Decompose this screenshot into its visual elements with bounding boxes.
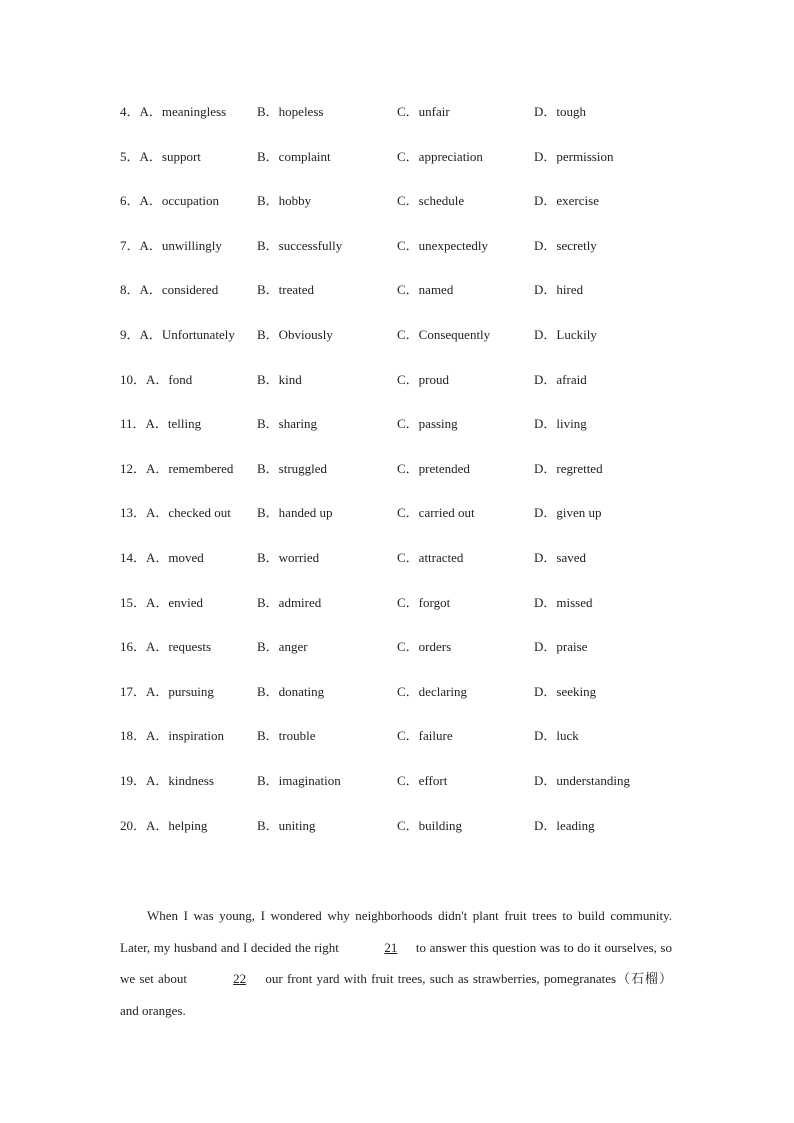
option-b[interactable] bbox=[257, 460, 327, 478]
option-d[interactable] bbox=[534, 683, 596, 701]
option-text: D．regretted bbox=[534, 460, 603, 476]
option-text: B．imagination bbox=[257, 772, 341, 788]
option-d[interactable] bbox=[534, 371, 587, 389]
option-d[interactable] bbox=[534, 638, 587, 656]
option-text: C．effort bbox=[397, 772, 448, 788]
option-a[interactable] bbox=[120, 237, 222, 255]
option-b[interactable] bbox=[257, 103, 323, 121]
option-b[interactable] bbox=[257, 192, 311, 210]
option-text: D．leading bbox=[534, 817, 595, 833]
option-text: A．kindness bbox=[146, 772, 214, 788]
passage-text-2: to answer this question was to do it ourselves, so we set about bbox=[120, 939, 672, 986]
option-d[interactable] bbox=[534, 460, 603, 478]
question-row bbox=[120, 460, 680, 505]
option-text: C．forgot bbox=[397, 594, 451, 610]
question-number: 12． bbox=[120, 460, 147, 476]
option-a[interactable] bbox=[120, 326, 235, 344]
question-row bbox=[120, 148, 680, 193]
question-row bbox=[120, 326, 680, 371]
option-b[interactable] bbox=[257, 504, 332, 522]
option-text: D．tough bbox=[534, 104, 587, 119]
option-text: B．anger bbox=[257, 639, 308, 655]
option-d[interactable] bbox=[534, 772, 630, 790]
question-row bbox=[120, 727, 680, 772]
question-row bbox=[120, 772, 680, 817]
question-row bbox=[120, 549, 680, 594]
option-b[interactable] bbox=[257, 415, 317, 433]
option-a[interactable] bbox=[120, 727, 224, 745]
question-row bbox=[120, 237, 680, 282]
option-text: C．named bbox=[397, 282, 454, 298]
question-row bbox=[120, 192, 680, 237]
option-text: A．remembered bbox=[146, 460, 234, 476]
option-text: B．sharing bbox=[257, 416, 317, 432]
option-b[interactable] bbox=[257, 371, 302, 389]
question-number: 14． bbox=[120, 549, 147, 565]
option-b[interactable] bbox=[257, 638, 308, 656]
option-text: A．requests bbox=[146, 639, 212, 655]
option-text: D．luck bbox=[534, 728, 579, 744]
option-text: D．Luckily bbox=[534, 326, 597, 342]
reading-passage bbox=[120, 900, 672, 1026]
option-text: C．orders bbox=[397, 639, 452, 655]
question-number: 16． bbox=[120, 639, 147, 655]
option-text: B．kind bbox=[257, 371, 302, 387]
passage-paragraph bbox=[120, 900, 672, 1026]
option-text: A．moved bbox=[146, 549, 204, 565]
option-text: B．Obviously bbox=[257, 326, 333, 342]
question-number: 4． bbox=[120, 104, 140, 119]
option-a[interactable] bbox=[120, 103, 226, 121]
option-c[interactable] bbox=[397, 683, 467, 701]
option-text: B．trouble bbox=[257, 728, 316, 744]
option-c[interactable] bbox=[397, 549, 463, 567]
option-d[interactable] bbox=[534, 549, 586, 567]
option-text: D．hired bbox=[534, 282, 584, 298]
question-row bbox=[120, 594, 680, 639]
option-b[interactable] bbox=[257, 683, 324, 701]
option-text: A．pursuing bbox=[146, 683, 214, 699]
question-number: 5． bbox=[120, 148, 140, 164]
option-c[interactable] bbox=[397, 638, 451, 656]
question-number: 10． bbox=[120, 371, 147, 387]
option-a[interactable] bbox=[120, 192, 219, 210]
option-text: B．uniting bbox=[257, 817, 316, 833]
option-d[interactable] bbox=[534, 237, 597, 255]
option-c[interactable] bbox=[397, 192, 464, 210]
option-text: A．considered bbox=[139, 282, 219, 298]
option-c[interactable] bbox=[397, 281, 453, 299]
option-text: C．Consequently bbox=[397, 326, 491, 342]
option-b[interactable] bbox=[257, 727, 316, 745]
question-row bbox=[120, 504, 680, 549]
option-text: D．exercise bbox=[534, 193, 599, 209]
option-c[interactable] bbox=[397, 772, 447, 790]
blank-22[interactable]: 22 bbox=[233, 971, 247, 986]
option-text: C．failure bbox=[397, 728, 453, 744]
option-text: D．praise bbox=[534, 639, 588, 655]
option-text: D．afraid bbox=[534, 371, 587, 387]
option-text: D．seeking bbox=[534, 683, 597, 699]
option-d[interactable] bbox=[534, 594, 593, 612]
option-a[interactable] bbox=[120, 549, 204, 567]
question-row bbox=[120, 103, 680, 148]
blank-21[interactable]: 21 bbox=[384, 939, 398, 955]
option-c[interactable] bbox=[397, 594, 450, 612]
option-text: D．saved bbox=[534, 549, 586, 565]
question-number: 17． bbox=[120, 683, 147, 699]
question-row bbox=[120, 817, 680, 862]
option-text: C．proud bbox=[397, 371, 450, 387]
option-c[interactable] bbox=[397, 727, 453, 745]
option-a[interactable] bbox=[120, 594, 203, 612]
question-row bbox=[120, 683, 680, 728]
option-a[interactable] bbox=[120, 772, 214, 790]
option-text: C．pretended bbox=[397, 460, 470, 476]
option-text: A．support bbox=[139, 148, 201, 164]
option-text: C．building bbox=[397, 817, 463, 833]
option-d[interactable] bbox=[534, 281, 583, 299]
option-text: C．appreciation bbox=[397, 148, 483, 164]
option-text: A．meaningless bbox=[139, 104, 227, 119]
question-number: 15． bbox=[120, 594, 147, 610]
option-b[interactable] bbox=[257, 281, 314, 299]
option-text: B．struggled bbox=[257, 460, 328, 476]
question-number: 11． bbox=[120, 416, 146, 432]
option-text: C．attracted bbox=[397, 549, 464, 565]
option-b[interactable] bbox=[257, 326, 333, 344]
question-number: 18． bbox=[120, 728, 147, 744]
option-a[interactable] bbox=[120, 371, 192, 389]
option-text: A．helping bbox=[146, 817, 208, 833]
option-text: D．living bbox=[534, 416, 587, 432]
option-d[interactable] bbox=[534, 326, 597, 344]
option-a[interactable] bbox=[120, 817, 207, 835]
option-text: B．worried bbox=[257, 549, 320, 565]
option-a[interactable] bbox=[120, 148, 201, 166]
option-text: A．Unfortunately bbox=[139, 326, 235, 342]
option-c[interactable] bbox=[397, 103, 450, 121]
option-text: B．hopeless bbox=[257, 104, 324, 119]
option-d[interactable] bbox=[534, 504, 602, 522]
option-d[interactable] bbox=[534, 817, 595, 835]
option-b[interactable] bbox=[257, 237, 342, 255]
option-a[interactable] bbox=[120, 683, 214, 701]
question-row bbox=[120, 371, 680, 416]
option-c[interactable] bbox=[397, 237, 488, 255]
option-c[interactable] bbox=[397, 148, 483, 166]
option-d[interactable] bbox=[534, 103, 586, 121]
option-text: D．permission bbox=[534, 148, 614, 164]
option-c[interactable] bbox=[397, 415, 458, 433]
option-c[interactable] bbox=[397, 371, 449, 389]
option-text: B．hobby bbox=[257, 193, 312, 209]
passage-text-3: our front yard with fruit trees, such as strawberries, pomegranates（石榴）and oranges. bbox=[120, 971, 672, 1018]
question-list bbox=[120, 103, 680, 861]
option-text: C．declaring bbox=[397, 683, 468, 699]
option-text: C．unexpectedly bbox=[397, 237, 488, 253]
question-number: 19． bbox=[120, 772, 147, 788]
option-text: B．admired bbox=[257, 594, 322, 610]
option-b[interactable] bbox=[257, 594, 321, 612]
option-a[interactable] bbox=[120, 281, 218, 299]
option-text: A．checked out bbox=[146, 505, 231, 521]
option-c[interactable] bbox=[397, 460, 470, 478]
option-b[interactable] bbox=[257, 549, 319, 567]
question-number: 13． bbox=[120, 505, 147, 521]
option-text: B．treated bbox=[257, 282, 315, 298]
option-text: C．carried out bbox=[397, 505, 475, 521]
option-text: B．handed up bbox=[257, 505, 333, 521]
option-d[interactable] bbox=[534, 415, 587, 433]
option-b[interactable] bbox=[257, 148, 331, 166]
option-d[interactable] bbox=[534, 148, 613, 166]
option-text: A．inspiration bbox=[146, 728, 225, 744]
option-c[interactable] bbox=[397, 504, 475, 522]
question-number: 8． bbox=[120, 282, 140, 298]
option-c[interactable] bbox=[397, 326, 490, 344]
option-a[interactable] bbox=[120, 460, 233, 478]
option-text: B．donating bbox=[257, 683, 325, 699]
option-text: C．schedule bbox=[397, 193, 465, 209]
option-a[interactable] bbox=[120, 504, 231, 522]
option-a[interactable] bbox=[120, 415, 201, 433]
option-text: B．successfully bbox=[257, 237, 343, 253]
option-text: D．understanding bbox=[534, 772, 631, 788]
option-text: A．unwillingly bbox=[139, 237, 222, 253]
option-a[interactable] bbox=[120, 638, 211, 656]
question-number: 6． bbox=[120, 193, 140, 209]
question-number: 7． bbox=[120, 237, 140, 253]
option-c[interactable] bbox=[397, 817, 462, 835]
option-d[interactable] bbox=[534, 727, 579, 745]
option-text: A．telling bbox=[145, 416, 202, 432]
question-row bbox=[120, 281, 680, 326]
option-text: C．passing bbox=[397, 416, 458, 432]
option-text: D．missed bbox=[534, 594, 593, 610]
option-text: D．secretly bbox=[534, 237, 597, 253]
option-text: A．fond bbox=[146, 371, 193, 387]
option-text: D．given up bbox=[534, 505, 602, 521]
option-text: C．unfair bbox=[397, 104, 450, 119]
option-b[interactable] bbox=[257, 772, 341, 790]
question-number: 9． bbox=[120, 326, 140, 342]
option-b[interactable] bbox=[257, 817, 316, 835]
question-number: 20． bbox=[120, 817, 147, 833]
option-text: A．occupation bbox=[139, 193, 219, 209]
question-row bbox=[120, 415, 680, 460]
option-d[interactable] bbox=[534, 192, 599, 210]
question-row bbox=[120, 638, 680, 683]
passage-text-1: When I was young, I wondered why neighborhoods didn't plant fruit trees to build community. Later, my husband and I decided the right bbox=[120, 908, 672, 955]
option-text: A．envied bbox=[146, 594, 204, 610]
option-text: B．complaint bbox=[257, 148, 331, 164]
